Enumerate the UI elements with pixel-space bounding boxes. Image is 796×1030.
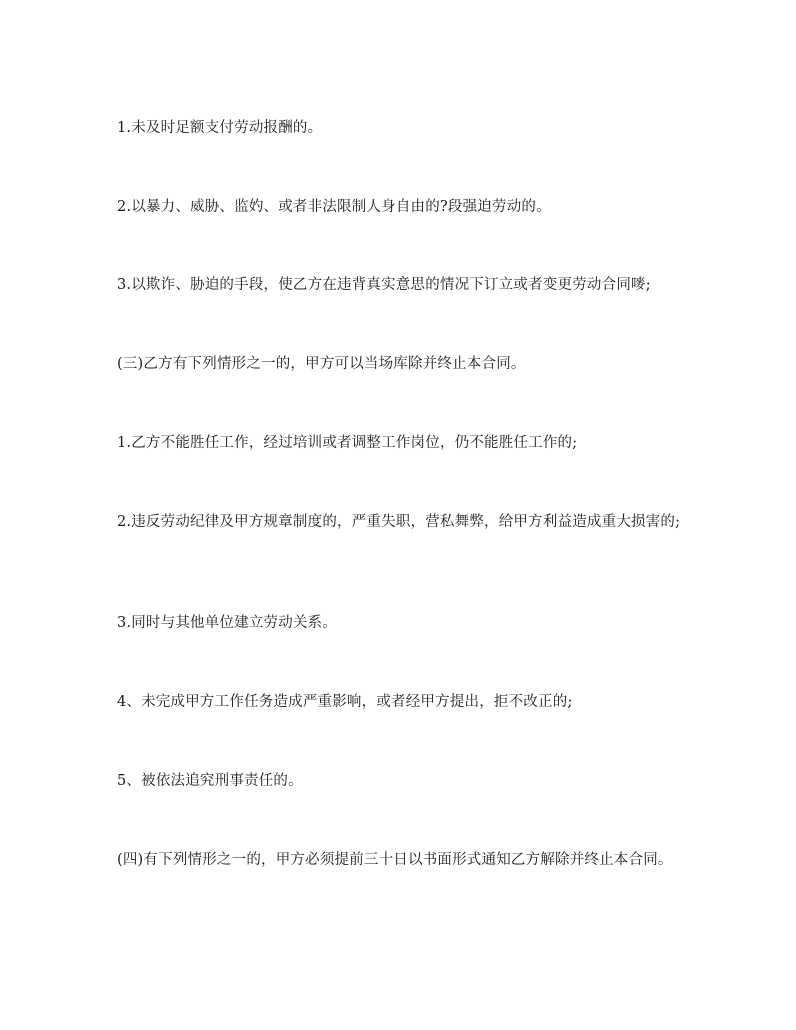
paragraph-8: 4、未完成甲方工作任务造成严重影响，或者经甲方提出，拒不改正的; <box>117 694 573 710</box>
paragraph-9: 5、被依法追究刑事责任的。 <box>117 773 303 789</box>
paragraph-6: 2.违反劳动纪律及甲方规章制度的，严重失职，营私舞弊，给甲方利益造成重大损害的; <box>117 514 681 530</box>
paragraph-1: 1.未及时足额支付劳动报酬的。 <box>117 120 323 136</box>
paragraph-4: (三)乙方有下列情形之一的，甲方可以当场库除并终止本合同。 <box>117 356 526 372</box>
paragraph-7: 3.同时与其他单位建立劳动关系。 <box>117 615 338 631</box>
paragraph-2: 2.以暴力、威胁、监妁、或者非法限制人身自由的?段强迫劳动的。 <box>117 199 551 215</box>
paragraph-5: 1.乙方不能胜任工作，经过培训或者调整工作岗位，仍不能胜任工作的; <box>117 435 578 451</box>
paragraph-3: 3.以欺诈、胁迫的手段，使乙方在违背真实意思的情况下订立或者变更劳动合同嘜; <box>117 277 651 293</box>
paragraph-10: (四)有下列情形之一的，甲方必须提前三十日以书面形式通知乙方解除并终止本合同。 <box>117 852 673 868</box>
